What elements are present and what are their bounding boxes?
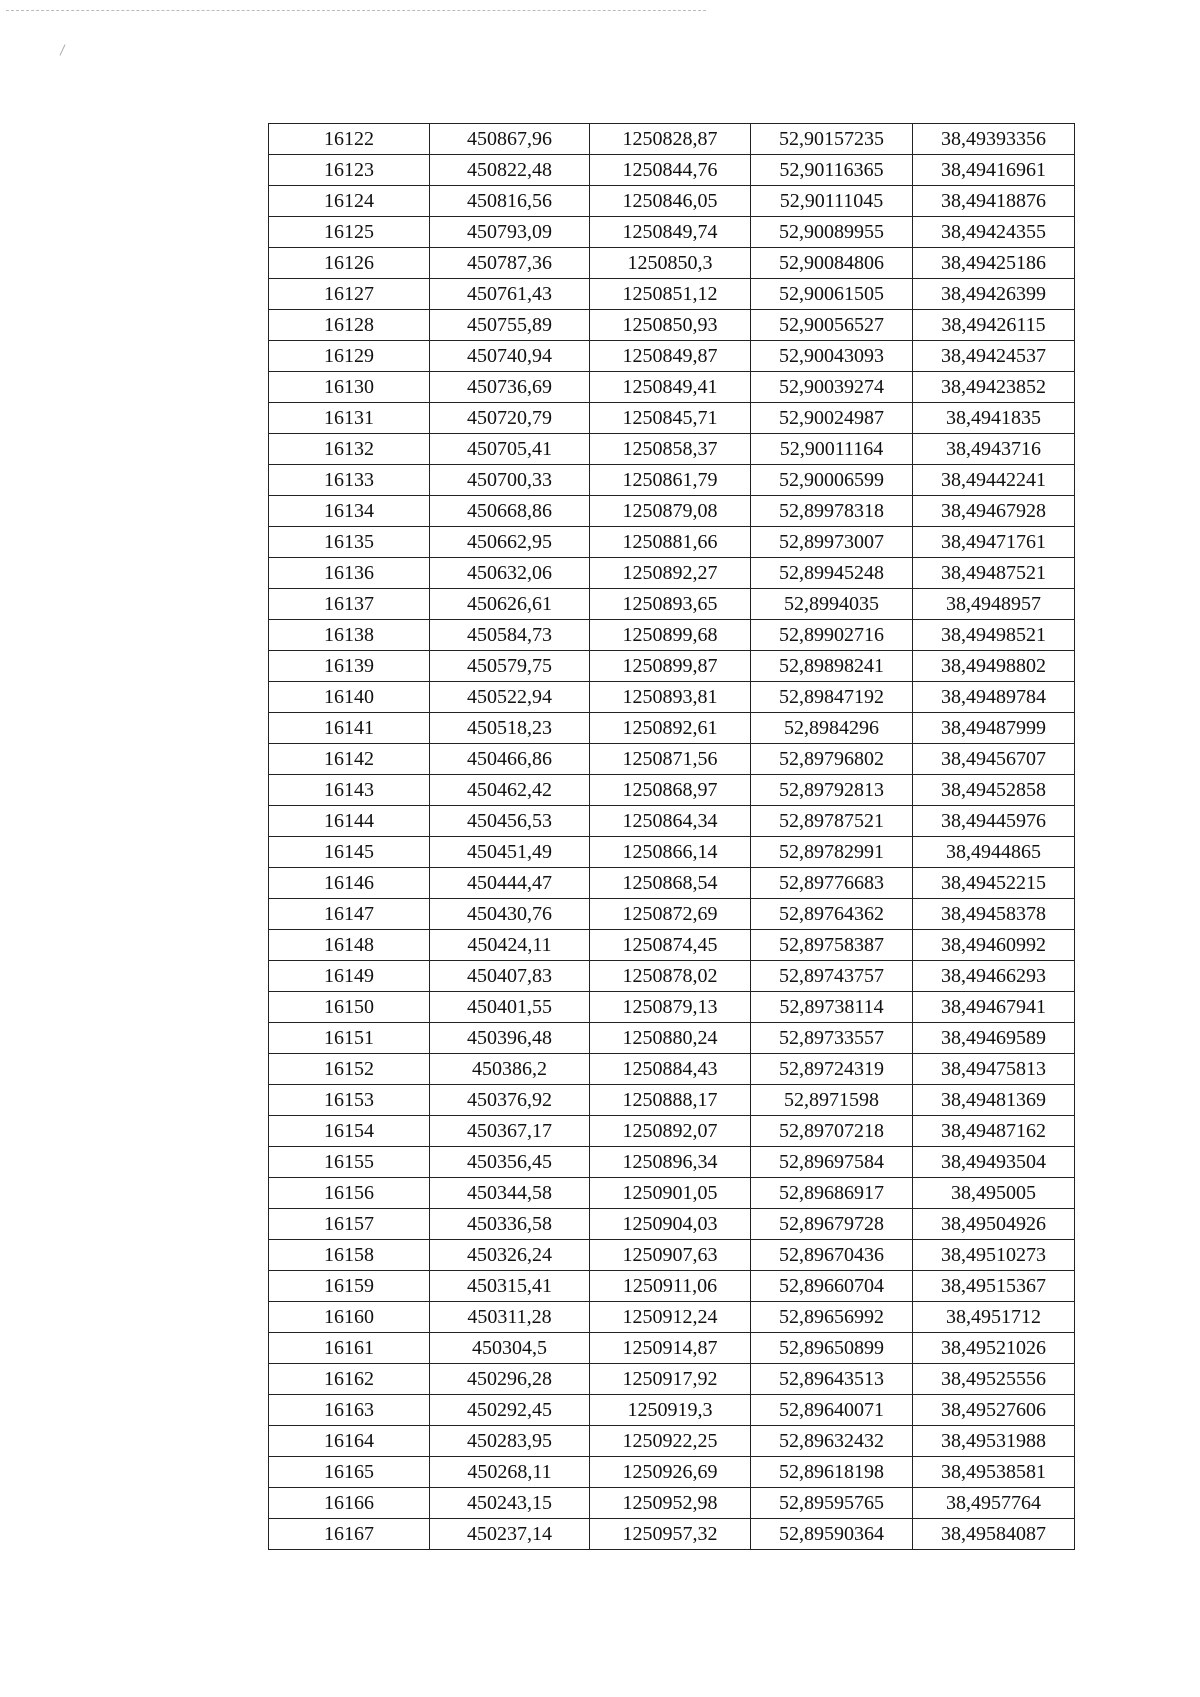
x-coordinate-cell: 450356,45 — [430, 1147, 590, 1178]
table-row — [269, 465, 1075, 496]
longitude-cell: 38,49527606 — [913, 1395, 1075, 1426]
x-coordinate-cell: 450376,92 — [430, 1085, 590, 1116]
x-coordinate-cell: 450705,41 — [430, 434, 590, 465]
table-row — [269, 217, 1075, 248]
longitude-cell: 38,4943716 — [913, 434, 1075, 465]
x-coordinate-cell: 450755,89 — [430, 310, 590, 341]
point-number-cell: 16151 — [269, 1023, 430, 1054]
x-coordinate-cell: 450466,86 — [430, 744, 590, 775]
latitude-cell: 52,90157235 — [751, 124, 913, 155]
x-coordinate-cell: 450720,79 — [430, 403, 590, 434]
x-coordinate-cell: 450311,28 — [430, 1302, 590, 1333]
latitude-cell: 52,89782991 — [751, 837, 913, 868]
latitude-cell: 52,89656992 — [751, 1302, 913, 1333]
y-coordinate-cell: 1250846,05 — [590, 186, 751, 217]
table-row — [269, 868, 1075, 899]
y-coordinate-cell: 1250844,76 — [590, 155, 751, 186]
point-number-cell: 16132 — [269, 434, 430, 465]
y-coordinate-cell: 1250880,24 — [590, 1023, 751, 1054]
x-coordinate-cell: 450822,48 — [430, 155, 590, 186]
longitude-cell: 38,495005 — [913, 1178, 1075, 1209]
x-coordinate-cell: 450344,58 — [430, 1178, 590, 1209]
table-row — [269, 992, 1075, 1023]
longitude-cell: 38,49426115 — [913, 310, 1075, 341]
longitude-cell: 38,4944865 — [913, 837, 1075, 868]
y-coordinate-cell: 1250861,79 — [590, 465, 751, 496]
table-row — [269, 1147, 1075, 1178]
table-row — [269, 1333, 1075, 1364]
longitude-cell: 38,49418876 — [913, 186, 1075, 217]
latitude-cell: 52,89697584 — [751, 1147, 913, 1178]
longitude-cell: 38,49510273 — [913, 1240, 1075, 1271]
latitude-cell: 52,89590364 — [751, 1519, 913, 1550]
y-coordinate-cell: 1250917,92 — [590, 1364, 751, 1395]
longitude-cell: 38,49423852 — [913, 372, 1075, 403]
longitude-cell: 38,4948957 — [913, 589, 1075, 620]
table-row — [269, 682, 1075, 713]
point-number-cell: 16159 — [269, 1271, 430, 1302]
longitude-cell: 38,49475813 — [913, 1054, 1075, 1085]
x-coordinate-cell: 450237,14 — [430, 1519, 590, 1550]
latitude-cell: 52,89650899 — [751, 1333, 913, 1364]
table-row — [269, 279, 1075, 310]
latitude-cell: 52,90006599 — [751, 465, 913, 496]
table-row — [269, 1209, 1075, 1240]
y-coordinate-cell: 1250914,87 — [590, 1333, 751, 1364]
y-coordinate-cell: 1250896,34 — [590, 1147, 751, 1178]
point-number-cell: 16154 — [269, 1116, 430, 1147]
latitude-cell: 52,8971598 — [751, 1085, 913, 1116]
longitude-cell: 38,49424355 — [913, 217, 1075, 248]
point-number-cell: 16156 — [269, 1178, 430, 1209]
y-coordinate-cell: 1250849,41 — [590, 372, 751, 403]
point-number-cell: 16144 — [269, 806, 430, 837]
latitude-cell: 52,90116365 — [751, 155, 913, 186]
point-number-cell: 16129 — [269, 341, 430, 372]
latitude-cell: 52,89898241 — [751, 651, 913, 682]
latitude-cell: 52,90061505 — [751, 279, 913, 310]
y-coordinate-cell: 1250912,24 — [590, 1302, 751, 1333]
latitude-cell: 52,89978318 — [751, 496, 913, 527]
y-coordinate-cell: 1250850,93 — [590, 310, 751, 341]
point-number-cell: 16137 — [269, 589, 430, 620]
x-coordinate-cell: 450761,43 — [430, 279, 590, 310]
table-row — [269, 713, 1075, 744]
point-number-cell: 16125 — [269, 217, 430, 248]
longitude-cell: 38,49489784 — [913, 682, 1075, 713]
y-coordinate-cell: 1250907,63 — [590, 1240, 751, 1271]
x-coordinate-cell: 450430,76 — [430, 899, 590, 930]
x-coordinate-cell: 450522,94 — [430, 682, 590, 713]
point-number-cell: 16140 — [269, 682, 430, 713]
table-row — [269, 434, 1075, 465]
latitude-cell: 52,8994035 — [751, 589, 913, 620]
x-coordinate-cell: 450367,17 — [430, 1116, 590, 1147]
y-coordinate-cell: 1250858,37 — [590, 434, 751, 465]
table-row — [269, 186, 1075, 217]
point-number-cell: 16166 — [269, 1488, 430, 1519]
table-row — [269, 1519, 1075, 1550]
y-coordinate-cell: 1250922,25 — [590, 1426, 751, 1457]
y-coordinate-cell: 1250892,07 — [590, 1116, 751, 1147]
longitude-cell: 38,49456707 — [913, 744, 1075, 775]
table-row — [269, 1240, 1075, 1271]
table-row — [269, 1364, 1075, 1395]
point-number-cell: 16133 — [269, 465, 430, 496]
longitude-cell: 38,49531988 — [913, 1426, 1075, 1457]
table-row — [269, 341, 1075, 372]
y-coordinate-cell: 1250904,03 — [590, 1209, 751, 1240]
longitude-cell: 38,49487521 — [913, 558, 1075, 589]
longitude-cell: 38,49525556 — [913, 1364, 1075, 1395]
x-coordinate-cell: 450662,95 — [430, 527, 590, 558]
latitude-cell: 52,89738114 — [751, 992, 913, 1023]
latitude-cell: 52,89902716 — [751, 620, 913, 651]
x-coordinate-cell: 450632,06 — [430, 558, 590, 589]
y-coordinate-cell: 1250919,3 — [590, 1395, 751, 1426]
latitude-cell: 52,89707218 — [751, 1116, 913, 1147]
point-number-cell: 16167 — [269, 1519, 430, 1550]
x-coordinate-cell: 450444,47 — [430, 868, 590, 899]
latitude-cell: 52,89758387 — [751, 930, 913, 961]
y-coordinate-cell: 1250952,98 — [590, 1488, 751, 1519]
latitude-cell: 52,90043093 — [751, 341, 913, 372]
point-number-cell: 16146 — [269, 868, 430, 899]
y-coordinate-cell: 1250878,02 — [590, 961, 751, 992]
y-coordinate-cell: 1250868,54 — [590, 868, 751, 899]
latitude-cell: 52,90039274 — [751, 372, 913, 403]
y-coordinate-cell: 1250957,32 — [590, 1519, 751, 1550]
y-coordinate-cell: 1250879,13 — [590, 992, 751, 1023]
x-coordinate-cell: 450304,5 — [430, 1333, 590, 1364]
x-coordinate-cell: 450386,2 — [430, 1054, 590, 1085]
latitude-cell: 52,89776683 — [751, 868, 913, 899]
point-number-cell: 16138 — [269, 620, 430, 651]
latitude-cell: 52,89595765 — [751, 1488, 913, 1519]
y-coordinate-cell: 1250893,65 — [590, 589, 751, 620]
point-number-cell: 16158 — [269, 1240, 430, 1271]
x-coordinate-cell: 450700,33 — [430, 465, 590, 496]
y-coordinate-cell: 1250849,74 — [590, 217, 751, 248]
table-row — [269, 527, 1075, 558]
x-coordinate-cell: 450243,15 — [430, 1488, 590, 1519]
point-number-cell: 16160 — [269, 1302, 430, 1333]
longitude-cell: 38,49452858 — [913, 775, 1075, 806]
point-number-cell: 16130 — [269, 372, 430, 403]
table-row — [269, 961, 1075, 992]
x-coordinate-cell: 450315,41 — [430, 1271, 590, 1302]
x-coordinate-cell: 450816,56 — [430, 186, 590, 217]
point-number-cell: 16131 — [269, 403, 430, 434]
latitude-cell: 52,89743757 — [751, 961, 913, 992]
y-coordinate-cell: 1250888,17 — [590, 1085, 751, 1116]
y-coordinate-cell: 1250851,12 — [590, 279, 751, 310]
table-row — [269, 496, 1075, 527]
longitude-cell: 38,49538581 — [913, 1457, 1075, 1488]
x-coordinate-cell: 450584,73 — [430, 620, 590, 651]
point-number-cell: 16142 — [269, 744, 430, 775]
y-coordinate-cell: 1250884,43 — [590, 1054, 751, 1085]
point-number-cell: 16141 — [269, 713, 430, 744]
x-coordinate-cell: 450462,42 — [430, 775, 590, 806]
table-row — [269, 1302, 1075, 1333]
latitude-cell: 52,89660704 — [751, 1271, 913, 1302]
point-number-cell: 16148 — [269, 930, 430, 961]
latitude-cell: 52,90111045 — [751, 186, 913, 217]
point-number-cell: 16161 — [269, 1333, 430, 1364]
longitude-cell: 38,49460992 — [913, 930, 1075, 961]
y-coordinate-cell: 1250864,34 — [590, 806, 751, 837]
point-number-cell: 16149 — [269, 961, 430, 992]
latitude-cell: 52,89618198 — [751, 1457, 913, 1488]
longitude-cell: 38,49487162 — [913, 1116, 1075, 1147]
x-coordinate-cell: 450793,09 — [430, 217, 590, 248]
longitude-cell: 38,49504926 — [913, 1209, 1075, 1240]
point-number-cell: 16163 — [269, 1395, 430, 1426]
y-coordinate-cell: 1250899,87 — [590, 651, 751, 682]
longitude-cell: 38,49498521 — [913, 620, 1075, 651]
point-number-cell: 16143 — [269, 775, 430, 806]
longitude-cell: 38,49493504 — [913, 1147, 1075, 1178]
y-coordinate-cell: 1250872,69 — [590, 899, 751, 930]
latitude-cell: 52,89847192 — [751, 682, 913, 713]
coordinate-table-body — [269, 124, 1075, 1550]
latitude-cell: 52,8984296 — [751, 713, 913, 744]
longitude-cell: 38,4951712 — [913, 1302, 1075, 1333]
coordinate-table — [268, 123, 1075, 1550]
table-row — [269, 1457, 1075, 1488]
longitude-cell: 38,49467941 — [913, 992, 1075, 1023]
x-coordinate-cell: 450451,49 — [430, 837, 590, 868]
longitude-cell: 38,49487999 — [913, 713, 1075, 744]
longitude-cell: 38,49445976 — [913, 806, 1075, 837]
table-row — [269, 1271, 1075, 1302]
table-row — [269, 372, 1075, 403]
point-number-cell: 16124 — [269, 186, 430, 217]
y-coordinate-cell: 1250881,66 — [590, 527, 751, 558]
x-coordinate-cell: 450424,11 — [430, 930, 590, 961]
table-row — [269, 837, 1075, 868]
table-row — [269, 1116, 1075, 1147]
y-coordinate-cell: 1250868,97 — [590, 775, 751, 806]
latitude-cell: 52,89643513 — [751, 1364, 913, 1395]
point-number-cell: 16134 — [269, 496, 430, 527]
point-number-cell: 16147 — [269, 899, 430, 930]
longitude-cell: 38,49481369 — [913, 1085, 1075, 1116]
longitude-cell: 38,49393356 — [913, 124, 1075, 155]
latitude-cell: 52,89796802 — [751, 744, 913, 775]
longitude-cell: 38,49424537 — [913, 341, 1075, 372]
longitude-cell: 38,49442241 — [913, 465, 1075, 496]
x-coordinate-cell: 450456,53 — [430, 806, 590, 837]
x-coordinate-cell: 450268,11 — [430, 1457, 590, 1488]
x-coordinate-cell: 450787,36 — [430, 248, 590, 279]
longitude-cell: 38,49416961 — [913, 155, 1075, 186]
y-coordinate-cell: 1250849,87 — [590, 341, 751, 372]
latitude-cell: 52,89733557 — [751, 1023, 913, 1054]
point-number-cell: 16162 — [269, 1364, 430, 1395]
longitude-cell: 38,49471761 — [913, 527, 1075, 558]
y-coordinate-cell: 1250845,71 — [590, 403, 751, 434]
x-coordinate-cell: 450296,28 — [430, 1364, 590, 1395]
latitude-cell: 52,89787521 — [751, 806, 913, 837]
x-coordinate-cell: 450336,58 — [430, 1209, 590, 1240]
x-coordinate-cell: 450396,48 — [430, 1023, 590, 1054]
y-coordinate-cell: 1250911,06 — [590, 1271, 751, 1302]
y-coordinate-cell: 1250874,45 — [590, 930, 751, 961]
latitude-cell: 52,90084806 — [751, 248, 913, 279]
longitude-cell: 38,49467928 — [913, 496, 1075, 527]
point-number-cell: 16150 — [269, 992, 430, 1023]
x-coordinate-cell: 450401,55 — [430, 992, 590, 1023]
point-number-cell: 16139 — [269, 651, 430, 682]
point-number-cell: 16157 — [269, 1209, 430, 1240]
latitude-cell: 52,89640071 — [751, 1395, 913, 1426]
x-coordinate-cell: 450740,94 — [430, 341, 590, 372]
longitude-cell: 38,49469589 — [913, 1023, 1075, 1054]
scan-artifact-line — [6, 10, 706, 11]
latitude-cell: 52,89686917 — [751, 1178, 913, 1209]
point-number-cell: 16152 — [269, 1054, 430, 1085]
x-coordinate-cell: 450518,23 — [430, 713, 590, 744]
table-row — [269, 651, 1075, 682]
y-coordinate-cell: 1250893,81 — [590, 682, 751, 713]
x-coordinate-cell: 450283,95 — [430, 1426, 590, 1457]
table-row — [269, 930, 1075, 961]
y-coordinate-cell: 1250899,68 — [590, 620, 751, 651]
latitude-cell: 52,89792813 — [751, 775, 913, 806]
table-row — [269, 155, 1075, 186]
table-row — [269, 899, 1075, 930]
scan-artifact-mark — [60, 44, 66, 55]
point-number-cell: 16122 — [269, 124, 430, 155]
longitude-cell: 38,49466293 — [913, 961, 1075, 992]
latitude-cell: 52,89632432 — [751, 1426, 913, 1457]
table-row — [269, 1178, 1075, 1209]
latitude-cell: 52,89945248 — [751, 558, 913, 589]
latitude-cell: 52,89973007 — [751, 527, 913, 558]
table-row — [269, 589, 1075, 620]
table-row — [269, 1023, 1075, 1054]
x-coordinate-cell: 450736,69 — [430, 372, 590, 403]
table-row — [269, 124, 1075, 155]
table-row — [269, 1054, 1075, 1085]
x-coordinate-cell: 450867,96 — [430, 124, 590, 155]
longitude-cell: 38,49458378 — [913, 899, 1075, 930]
table-row — [269, 1085, 1075, 1116]
x-coordinate-cell: 450668,86 — [430, 496, 590, 527]
point-number-cell: 16128 — [269, 310, 430, 341]
x-coordinate-cell: 450407,83 — [430, 961, 590, 992]
longitude-cell: 38,49425186 — [913, 248, 1075, 279]
point-number-cell: 16153 — [269, 1085, 430, 1116]
table-row — [269, 248, 1075, 279]
point-number-cell: 16127 — [269, 279, 430, 310]
table-row — [269, 1426, 1075, 1457]
table-row — [269, 310, 1075, 341]
y-coordinate-cell: 1250879,08 — [590, 496, 751, 527]
latitude-cell: 52,89670436 — [751, 1240, 913, 1271]
table-row — [269, 775, 1075, 806]
latitude-cell: 52,90089955 — [751, 217, 913, 248]
table-row — [269, 620, 1075, 651]
table-row — [269, 1395, 1075, 1426]
longitude-cell: 38,49521026 — [913, 1333, 1075, 1364]
point-number-cell: 16164 — [269, 1426, 430, 1457]
table-row — [269, 403, 1075, 434]
table-row — [269, 558, 1075, 589]
longitude-cell: 38,4941835 — [913, 403, 1075, 434]
point-number-cell: 16136 — [269, 558, 430, 589]
point-number-cell: 16126 — [269, 248, 430, 279]
point-number-cell: 16145 — [269, 837, 430, 868]
x-coordinate-cell: 450292,45 — [430, 1395, 590, 1426]
y-coordinate-cell: 1250892,27 — [590, 558, 751, 589]
longitude-cell: 38,4957764 — [913, 1488, 1075, 1519]
longitude-cell: 38,49584087 — [913, 1519, 1075, 1550]
table-row — [269, 806, 1075, 837]
x-coordinate-cell: 450626,61 — [430, 589, 590, 620]
point-number-cell: 16165 — [269, 1457, 430, 1488]
table-row — [269, 744, 1075, 775]
y-coordinate-cell: 1250828,87 — [590, 124, 751, 155]
latitude-cell: 52,89764362 — [751, 899, 913, 930]
latitude-cell: 52,90024987 — [751, 403, 913, 434]
longitude-cell: 38,49426399 — [913, 279, 1075, 310]
y-coordinate-cell: 1250866,14 — [590, 837, 751, 868]
latitude-cell: 52,90056527 — [751, 310, 913, 341]
point-number-cell: 16123 — [269, 155, 430, 186]
y-coordinate-cell: 1250926,69 — [590, 1457, 751, 1488]
table-row — [269, 1488, 1075, 1519]
x-coordinate-cell: 450326,24 — [430, 1240, 590, 1271]
y-coordinate-cell: 1250871,56 — [590, 744, 751, 775]
y-coordinate-cell: 1250850,3 — [590, 248, 751, 279]
latitude-cell: 52,89679728 — [751, 1209, 913, 1240]
latitude-cell: 52,89724319 — [751, 1054, 913, 1085]
x-coordinate-cell: 450579,75 — [430, 651, 590, 682]
longitude-cell: 38,49452215 — [913, 868, 1075, 899]
longitude-cell: 38,49515367 — [913, 1271, 1075, 1302]
y-coordinate-cell: 1250901,05 — [590, 1178, 751, 1209]
point-number-cell: 16135 — [269, 527, 430, 558]
latitude-cell: 52,90011164 — [751, 434, 913, 465]
point-number-cell: 16155 — [269, 1147, 430, 1178]
longitude-cell: 38,49498802 — [913, 651, 1075, 682]
y-coordinate-cell: 1250892,61 — [590, 713, 751, 744]
